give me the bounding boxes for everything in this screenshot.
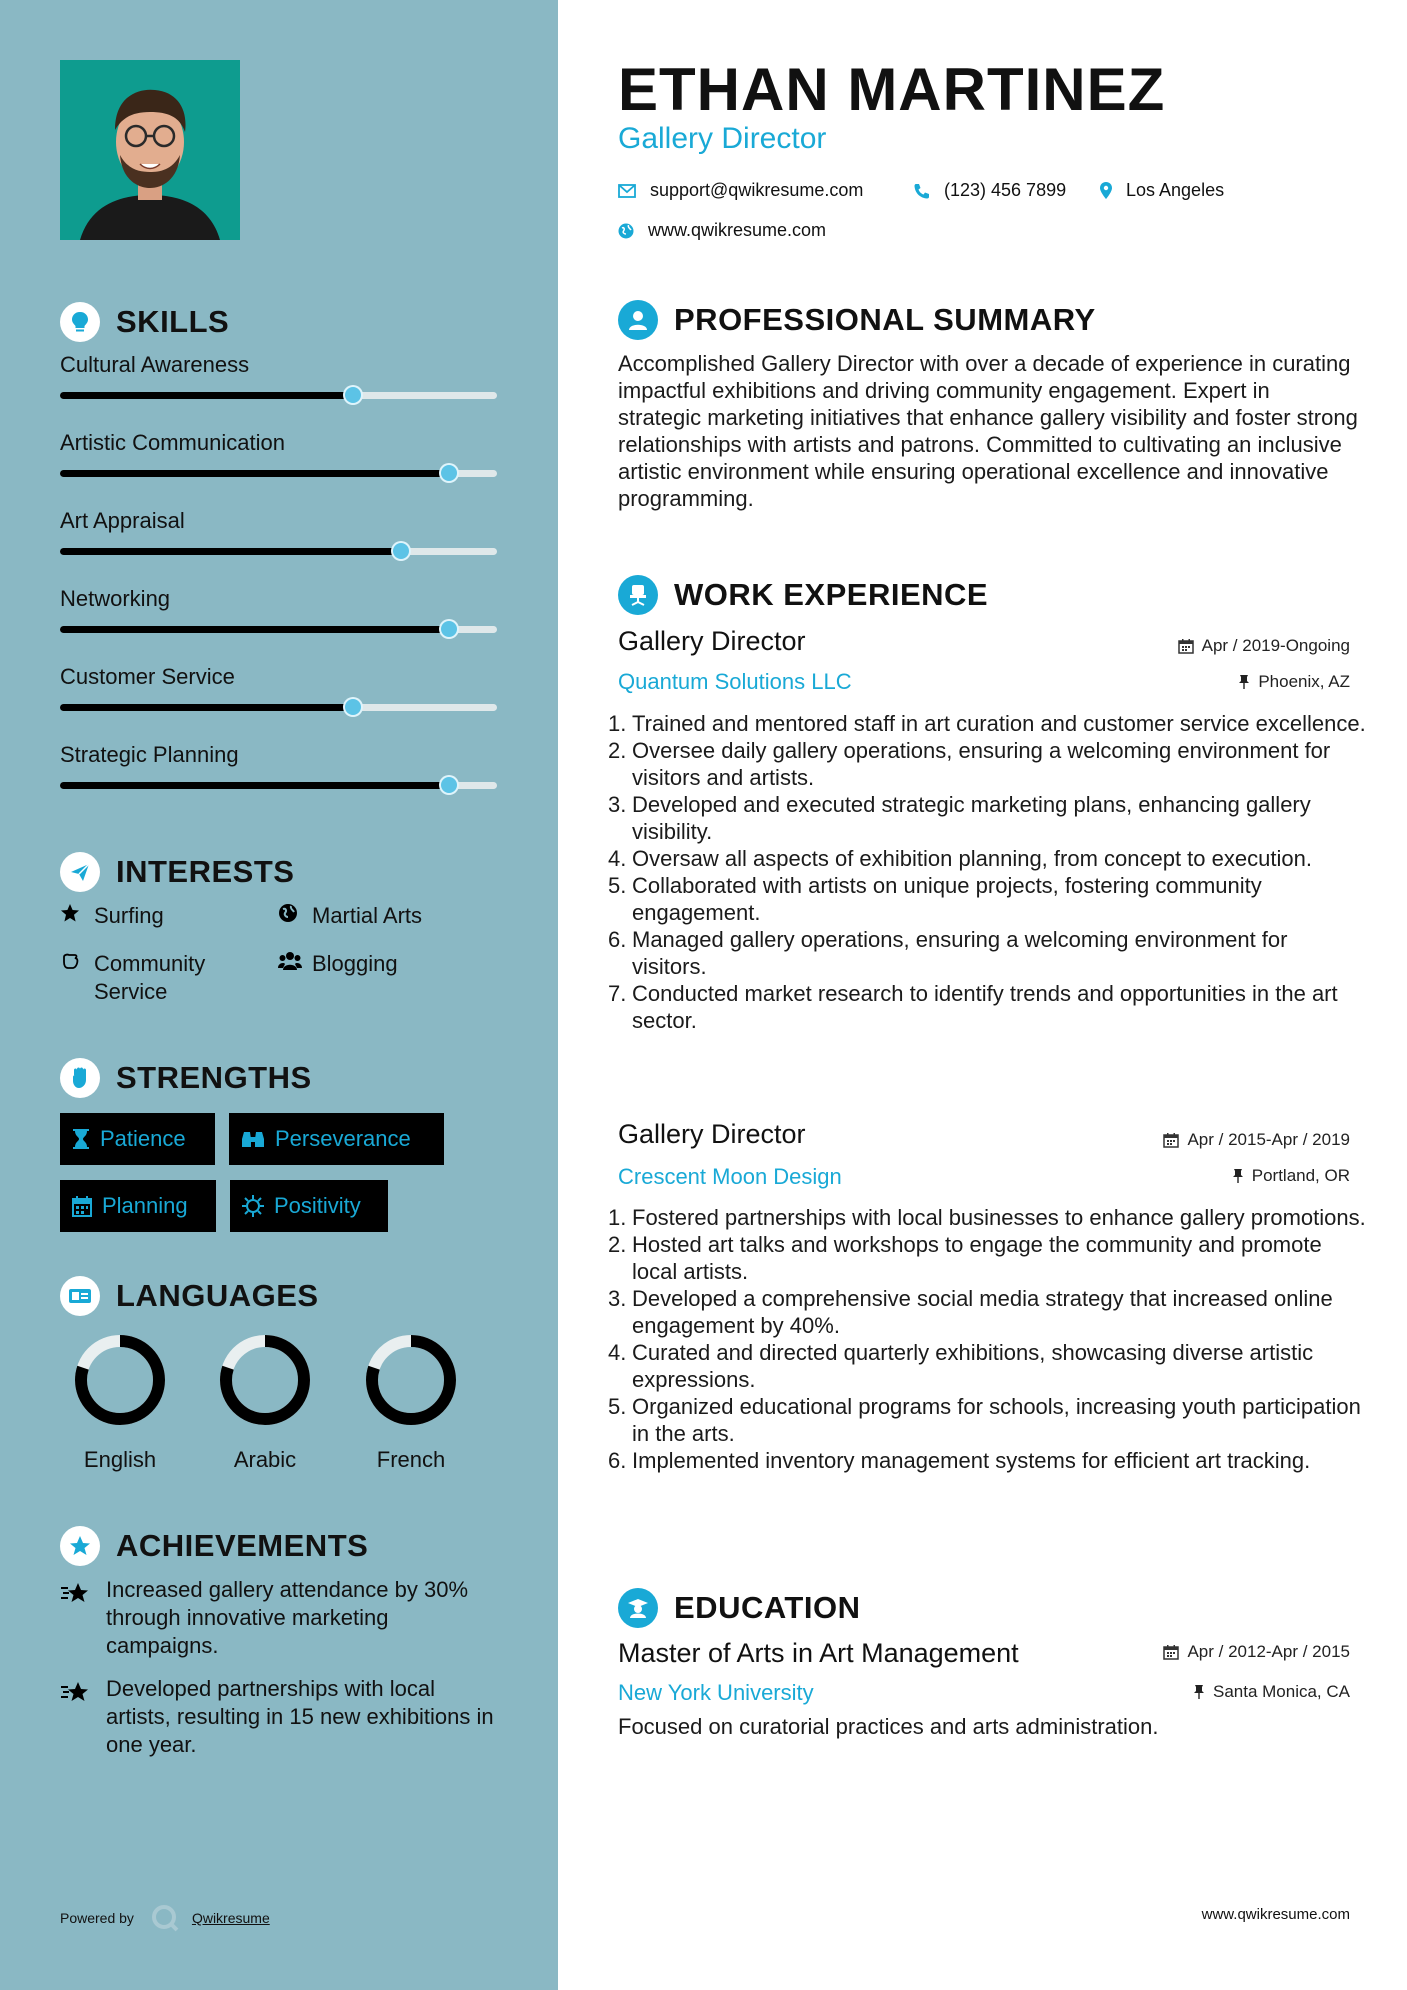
list-item: 3. Developed a comprehensive social media strategy that increased online engagement by 40%.	[608, 1286, 1333, 1338]
calendar-icon	[1178, 638, 1194, 654]
interest-label: Community Service	[94, 951, 206, 1004]
list-item: 5. Collaborated with artists on unique projects, fostering community engagement.	[608, 873, 1262, 925]
profile-photo	[60, 60, 240, 240]
achievement-item	[60, 1675, 500, 1759]
education-degree: Master of Arts in Art Management	[618, 1638, 1019, 1668]
skill-label: Customer Service	[60, 664, 235, 689]
achievements-title: ACHIEVEMENTS	[116, 1528, 369, 1563]
summary-text: Accomplished Gallery Director with over a decade of experience in curating impactful exhibitions and driving community engagement. Expert in strategic marketing initiatives that enhance gallery visibility and foster strong relationships with artists and patrons. Committed to cultivating an inclusive artistic environment while ensuring operational excellence and innovative programming.	[618, 351, 1358, 511]
qwikresume-link[interactable]: Qwikresume	[191, 1910, 270, 1926]
skill-item	[60, 508, 497, 555]
language-label: Arabic	[233, 1447, 297, 1472]
sun-icon	[242, 1195, 264, 1217]
education-heading	[618, 1588, 860, 1628]
hand-icon	[60, 950, 82, 1006]
email-text[interactable]: support@qwikresume.com	[650, 180, 864, 200]
interest-item	[278, 950, 398, 978]
language-item	[356, 1332, 466, 1473]
skill-bar	[60, 626, 497, 633]
contact-website	[618, 220, 826, 241]
job-dates	[1178, 636, 1350, 656]
skill-label: Strategic Planning	[60, 742, 239, 767]
pushpin-icon	[1232, 1168, 1244, 1184]
skill-item	[60, 430, 497, 477]
education-school: New York University	[618, 1680, 814, 1705]
strength-badge	[60, 1113, 215, 1165]
interest-item	[60, 950, 250, 1006]
hourglass-icon	[72, 1128, 90, 1150]
experience-title: WORK EXPERIENCE	[674, 577, 989, 612]
lightbulb-icon	[60, 302, 100, 342]
list-item: 2. Hosted art talks and workshops to engage the community and promote local artists.	[608, 1232, 1322, 1284]
strength-label: Perseverance	[275, 1126, 411, 1151]
job-company: Crescent Moon Design	[618, 1164, 842, 1189]
job-location-text: Portland, OR	[1251, 1166, 1350, 1185]
language-item	[65, 1332, 175, 1473]
skill-fill	[60, 704, 353, 711]
strength-label: Patience	[100, 1126, 186, 1151]
binoculars-icon	[241, 1129, 265, 1149]
language-label: French	[376, 1447, 446, 1472]
fist-icon	[60, 1058, 100, 1098]
list-item: 5. Organized educational programs for schools, increasing youth participation in the arts.	[608, 1394, 1361, 1446]
interests-title: INTERESTS	[116, 854, 295, 889]
language-ring	[72, 1332, 168, 1428]
job-title: Gallery Director	[618, 1119, 806, 1149]
contact-phone	[914, 180, 1066, 201]
skill-item	[60, 742, 497, 789]
job-bullets	[608, 710, 1368, 1034]
education-description: Focused on curatorial practices and arts administration.	[618, 1714, 1159, 1739]
language-item	[210, 1332, 320, 1473]
skill-label: Cultural Awareness	[60, 352, 250, 377]
education-dates-text: Apr / 2012-Apr / 2015	[1187, 1642, 1350, 1661]
achievement-item	[60, 1576, 500, 1660]
skill-label: Networking	[60, 586, 171, 611]
skill-bar	[60, 782, 497, 789]
job-title: Gallery Director	[618, 626, 806, 656]
list-item: 1. Fostered partnerships with local businesses to enhance gallery promotions.	[608, 1205, 1366, 1230]
skill-fill	[60, 782, 449, 789]
powered-by	[60, 1903, 270, 1933]
job-dates-text: Apr / 2015-Apr / 2019	[1187, 1130, 1350, 1149]
strength-badge	[230, 1180, 388, 1232]
skill-item	[60, 586, 497, 633]
chair-icon	[618, 575, 658, 615]
strength-label: Positivity	[274, 1193, 361, 1218]
list-item: 1. Trained and mentored staff in art curation and customer service excellence.	[608, 711, 1366, 736]
skill-knob	[441, 465, 457, 481]
skill-item	[60, 352, 497, 399]
skill-knob	[345, 699, 361, 715]
summary-title: PROFESSIONAL SUMMARY	[674, 302, 1096, 337]
education-location	[1193, 1682, 1350, 1702]
footer-website[interactable]: www.qwikresume.com	[1201, 1906, 1350, 1923]
skill-knob	[441, 621, 457, 637]
calendar-icon	[1163, 1644, 1179, 1660]
candidate-name: ETHAN MARTINEZ	[618, 56, 1166, 123]
experience-heading	[618, 575, 988, 615]
skill-knob	[441, 777, 457, 793]
interest-item	[60, 902, 164, 930]
list-item: 6. Managed gallery operations, ensuring a welcoming environment for visitors.	[608, 927, 1288, 979]
achievement-text: Developed partnerships with local artists, resulting in 15 new exhibitions in one year.	[106, 1676, 494, 1757]
users-icon	[278, 950, 300, 978]
interest-item	[278, 902, 422, 930]
list-item: 2. Oversee daily gallery operations, ensuring a welcoming environment for visitors and artists.	[608, 738, 1331, 790]
languages-title: LANGUAGES	[116, 1278, 319, 1313]
job-location-text: Phoenix, AZ	[1258, 672, 1350, 691]
list-item: 6. Implemented inventory management systems for efficient art tracking.	[608, 1448, 1311, 1473]
job-location	[1238, 672, 1350, 692]
phone-text: (123) 456 7899	[944, 180, 1067, 200]
globe-icon	[278, 902, 300, 930]
strengths-title: STRENGTHS	[116, 1060, 312, 1095]
strength-badge	[229, 1113, 444, 1165]
interests-heading	[60, 852, 294, 892]
skill-fill	[60, 548, 401, 555]
pushpin-icon	[1193, 1684, 1205, 1700]
pushpin-icon	[1238, 674, 1250, 690]
languages-heading	[60, 1276, 319, 1316]
job-company: Quantum Solutions LLC	[618, 669, 852, 694]
language-label: English	[83, 1447, 157, 1472]
strength-label: Planning	[102, 1193, 188, 1218]
skill-fill	[60, 470, 449, 477]
interest-label: Surfing	[94, 903, 164, 928]
paper-plane-icon	[60, 852, 100, 892]
globe-icon	[618, 223, 634, 239]
map-pin-icon	[1100, 182, 1112, 200]
skill-item	[60, 664, 497, 711]
skill-bar	[60, 470, 497, 477]
skills-title: SKILLS	[116, 304, 230, 339]
main-content	[558, 0, 1407, 1990]
list-item: 7. Conducted market research to identify trends and opportunities in the art sector.	[608, 981, 1338, 1033]
skill-knob	[393, 543, 409, 559]
skill-fill	[60, 626, 449, 633]
interest-label: Martial Arts	[312, 903, 423, 928]
education-location-text: Santa Monica, CA	[1212, 1682, 1350, 1701]
summary-heading	[618, 300, 1096, 340]
graduate-icon	[618, 1588, 658, 1628]
contact-location	[1100, 180, 1224, 201]
language-ring	[217, 1332, 313, 1428]
strengths-heading	[60, 1058, 312, 1098]
strength-badge	[60, 1180, 216, 1232]
stars-icon	[60, 1576, 92, 1660]
qwikresume-logo-icon	[150, 1903, 180, 1933]
education-title: EDUCATION	[674, 1590, 861, 1625]
skill-fill	[60, 392, 353, 399]
list-item: 3. Developed and executed strategic marketing plans, enhancing gallery visibility.	[608, 792, 1311, 844]
achievement-text: Increased gallery attendance by 30% through innovative marketing campaigns.	[106, 1577, 469, 1658]
powered-by-label: Powered by	[60, 1910, 134, 1926]
calendar-icon	[72, 1195, 92, 1217]
education-dates	[1163, 1642, 1350, 1662]
list-item: 4. Curated and directed quarterly exhibitions, showcasing diverse artistic expressions.	[608, 1340, 1314, 1392]
achievements-heading	[60, 1526, 368, 1566]
job-dates	[1163, 1130, 1350, 1150]
skill-bar	[60, 392, 497, 399]
website-text[interactable]: www.qwikresume.com	[648, 220, 827, 240]
star-icon	[60, 902, 82, 930]
interest-label: Blogging	[312, 951, 398, 976]
contact-email	[618, 180, 863, 201]
envelope-icon	[618, 184, 636, 198]
id-card-icon	[60, 1276, 100, 1316]
job-dates-text: Apr / 2019-Ongoing	[1201, 636, 1350, 655]
language-ring	[363, 1332, 459, 1428]
stars-icon	[60, 1675, 92, 1759]
phone-icon	[914, 183, 930, 199]
calendar-icon	[1163, 1132, 1179, 1148]
skill-bar	[60, 704, 497, 711]
candidate-role: Gallery Director	[618, 122, 827, 155]
list-item: 4. Oversaw all aspects of exhibition planning, from concept to execution.	[608, 846, 1312, 871]
skill-bar	[60, 548, 497, 555]
skills-heading	[60, 302, 229, 342]
job-location	[1232, 1166, 1350, 1186]
location-text: Los Angeles	[1126, 180, 1225, 200]
skill-label: Art Appraisal	[60, 508, 185, 533]
star-badge-icon	[60, 1526, 100, 1566]
user-icon	[618, 300, 658, 340]
sidebar	[0, 0, 558, 1990]
skill-knob	[345, 387, 361, 403]
skill-label: Artistic Communication	[60, 430, 285, 455]
job-bullets	[608, 1204, 1368, 1474]
